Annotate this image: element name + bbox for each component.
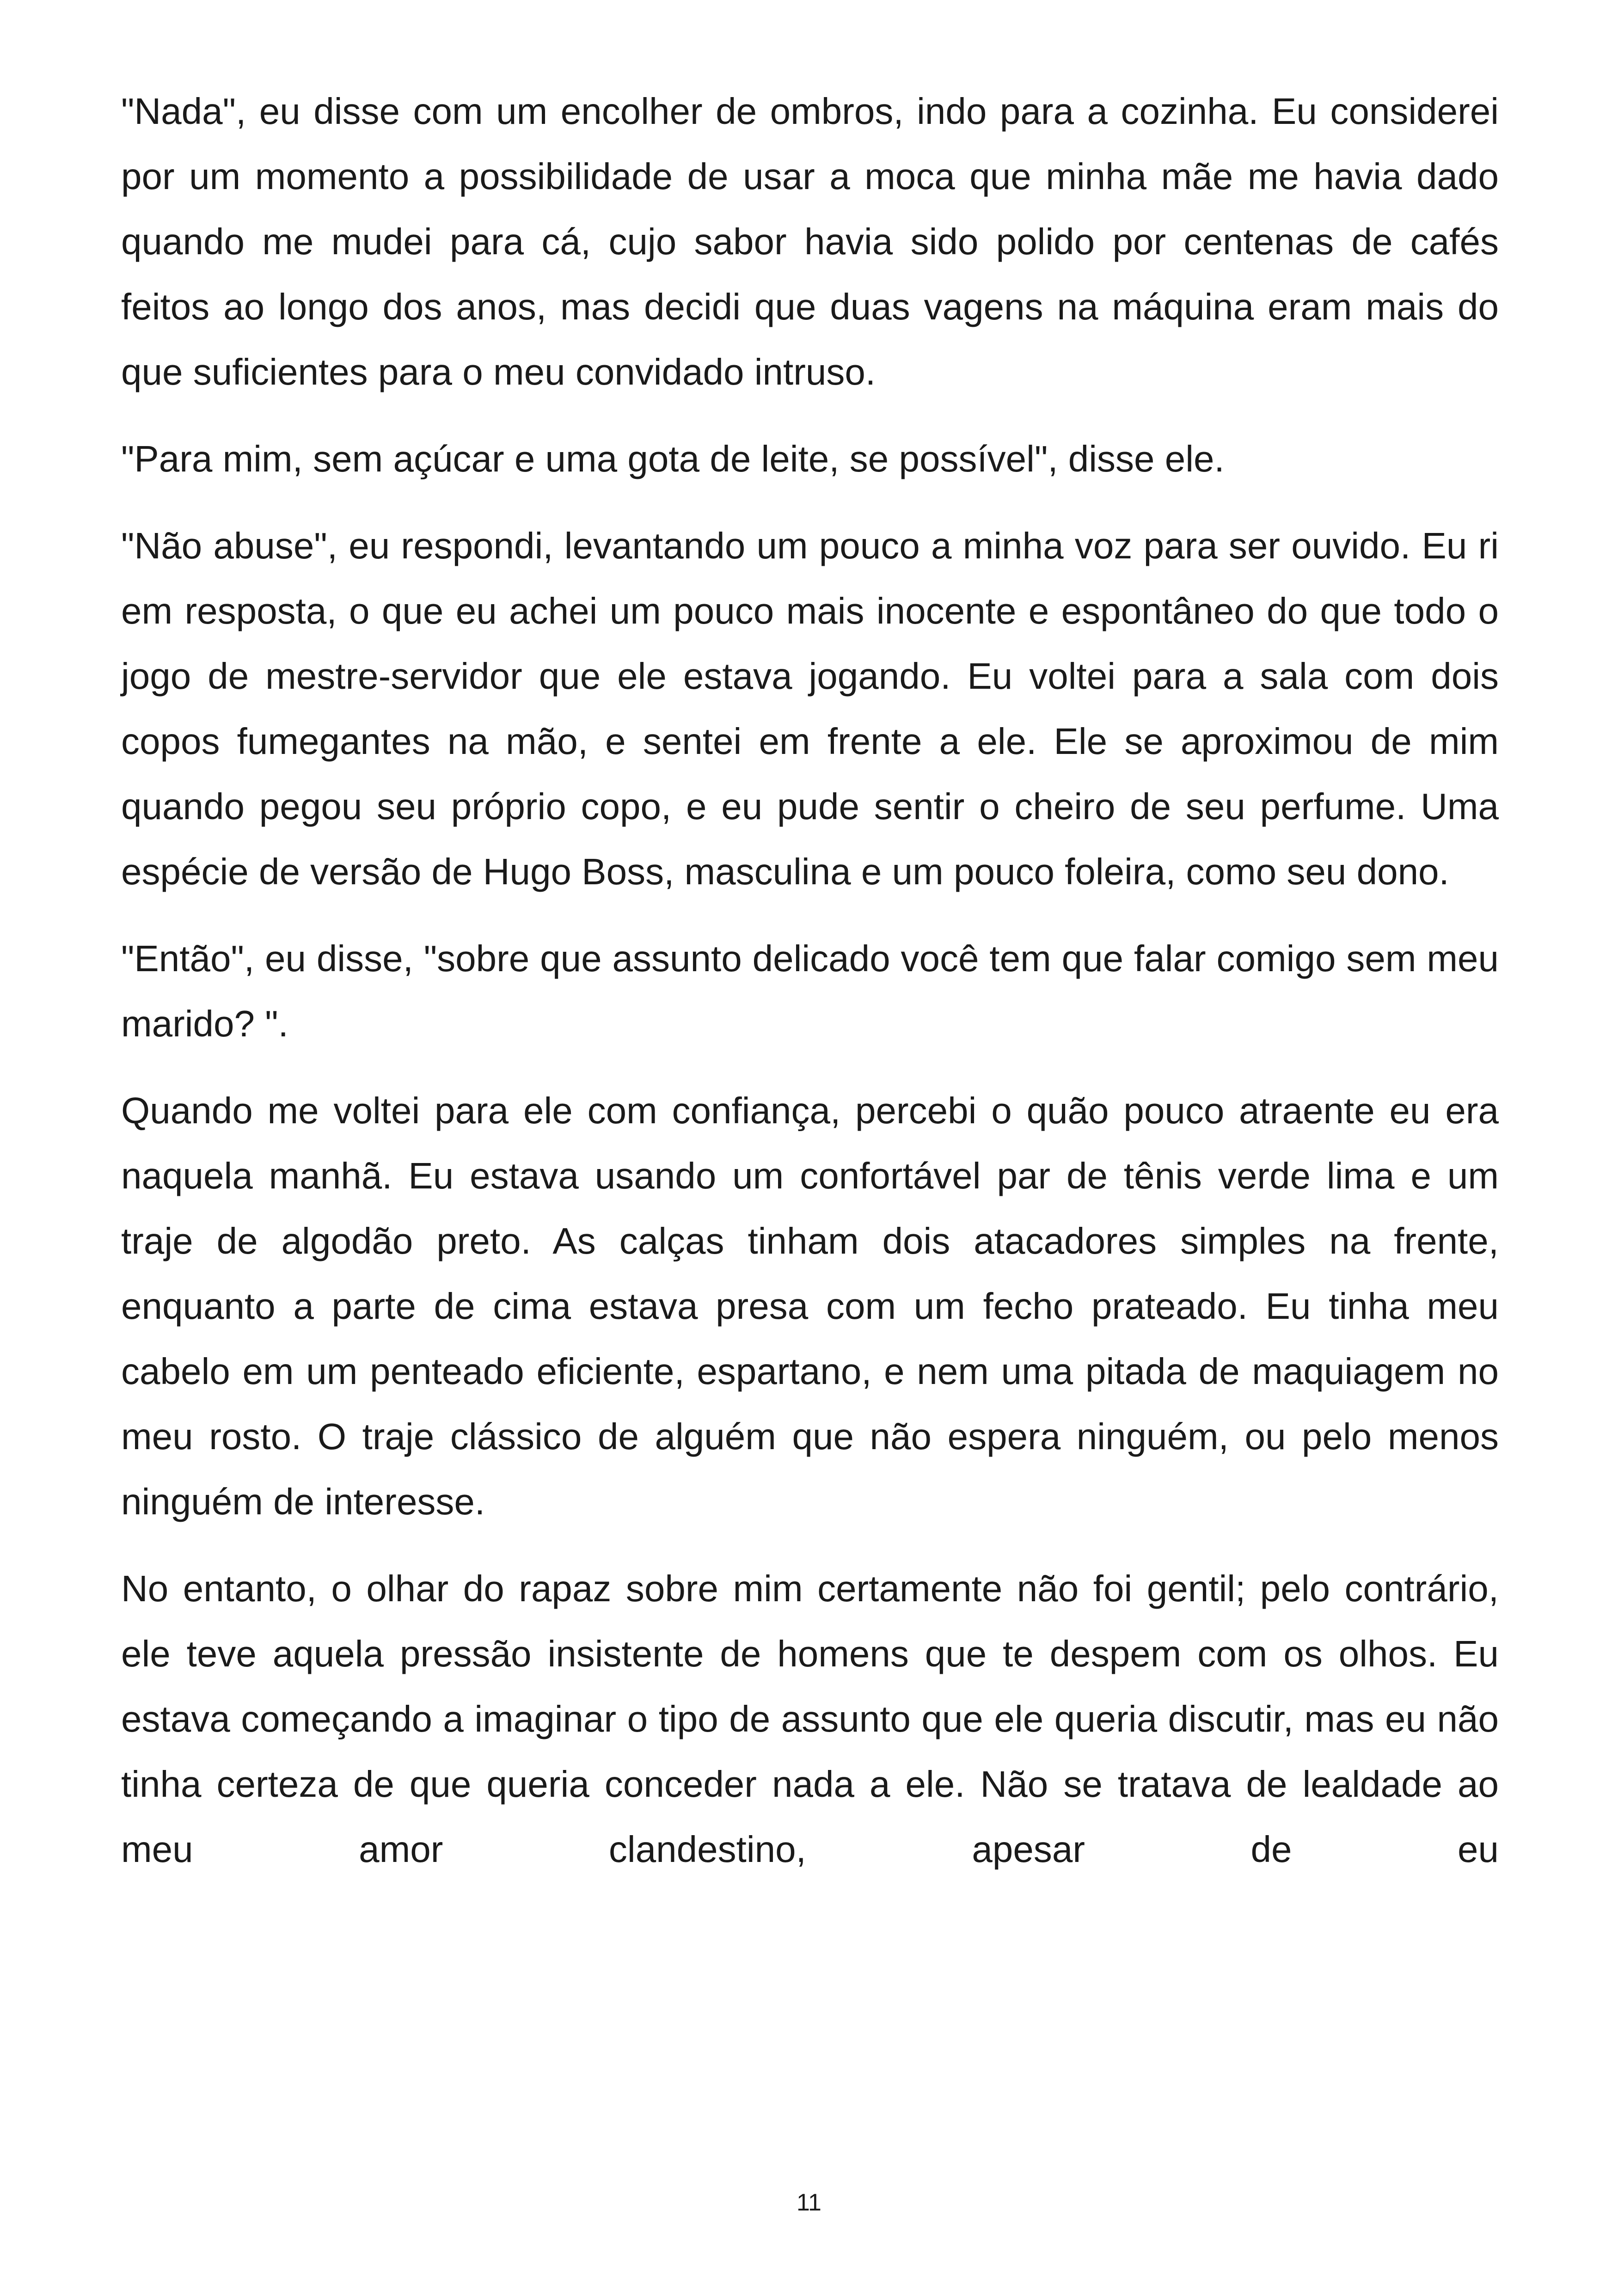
paragraph-6: No entanto, o olhar do rapaz sobre mim certamente não foi gentil; pelo contrário, ele teve aquela pressão insistente de homens que te despem com os olhos. Eu estava começando a imaginar o tipo de assunto que ele queria discutir, mas eu não tinha certeza de que queria conceder nada a ele. Não se tratava de lealdade ao meu amor clandestino, apesar de eu (121, 1568, 1499, 1870)
paragraph-2: "Para mim, sem açúcar e uma gota de leite, se possível", disse ele. (121, 438, 1225, 479)
body-text (121, 79, 1499, 1904)
page-number: 11 (797, 2189, 821, 2216)
paragraph-4: "Então", eu disse, "sobre que assunto delicado você tem que falar comigo sem meu marido? ". (121, 938, 1499, 1044)
paragraph-3: "Não abuse", eu respondi, levantando um pouco a minha voz para ser ouvido. Eu ri em resposta, o que eu achei um pouco mais inocente e espontâneo do que todo o jogo de mestre-servidor que ele estava jogando. Eu voltei para a sala com dois copos fumegantes na mão, e sentei em frente a ele. Ele se aproximou de mim quando pegou seu próprio copo, e eu pude sentir o cheiro de seu perfume. Uma espécie de versão de Hugo Boss, masculina e um pouco foleira, como seu dono. (121, 525, 1499, 892)
paragraph-5: Quando me voltei para ele com confiança, percebi o quão pouco atraente eu era naquela manhã. Eu estava usando um confortável par de tênis verde lima e um traje de algodão preto. As calças tinham dois atacadores simples na frente, enquanto a parte de cima estava presa com um fecho prateado. Eu tinha meu cabelo em um penteado eficiente, espartano, e nem uma pitada de maquiagem no meu rosto. O traje clássico de alguém que não espera ninguém, ou pelo menos ninguém de interesse. (121, 1090, 1499, 1522)
paragraph-1: "Nada", eu disse com um encolher de ombros, indo para a cozinha. Eu considerei por um momento a possibilidade de usar a moca que minha mãe me havia dado quando me mudei para cá, cujo sabor havia sido polido por centenas de cafés feitos ao longo dos anos, mas decidi que duas vagens na máquina eram mais do que suficientes para o meu convidado intruso. (121, 91, 1499, 392)
